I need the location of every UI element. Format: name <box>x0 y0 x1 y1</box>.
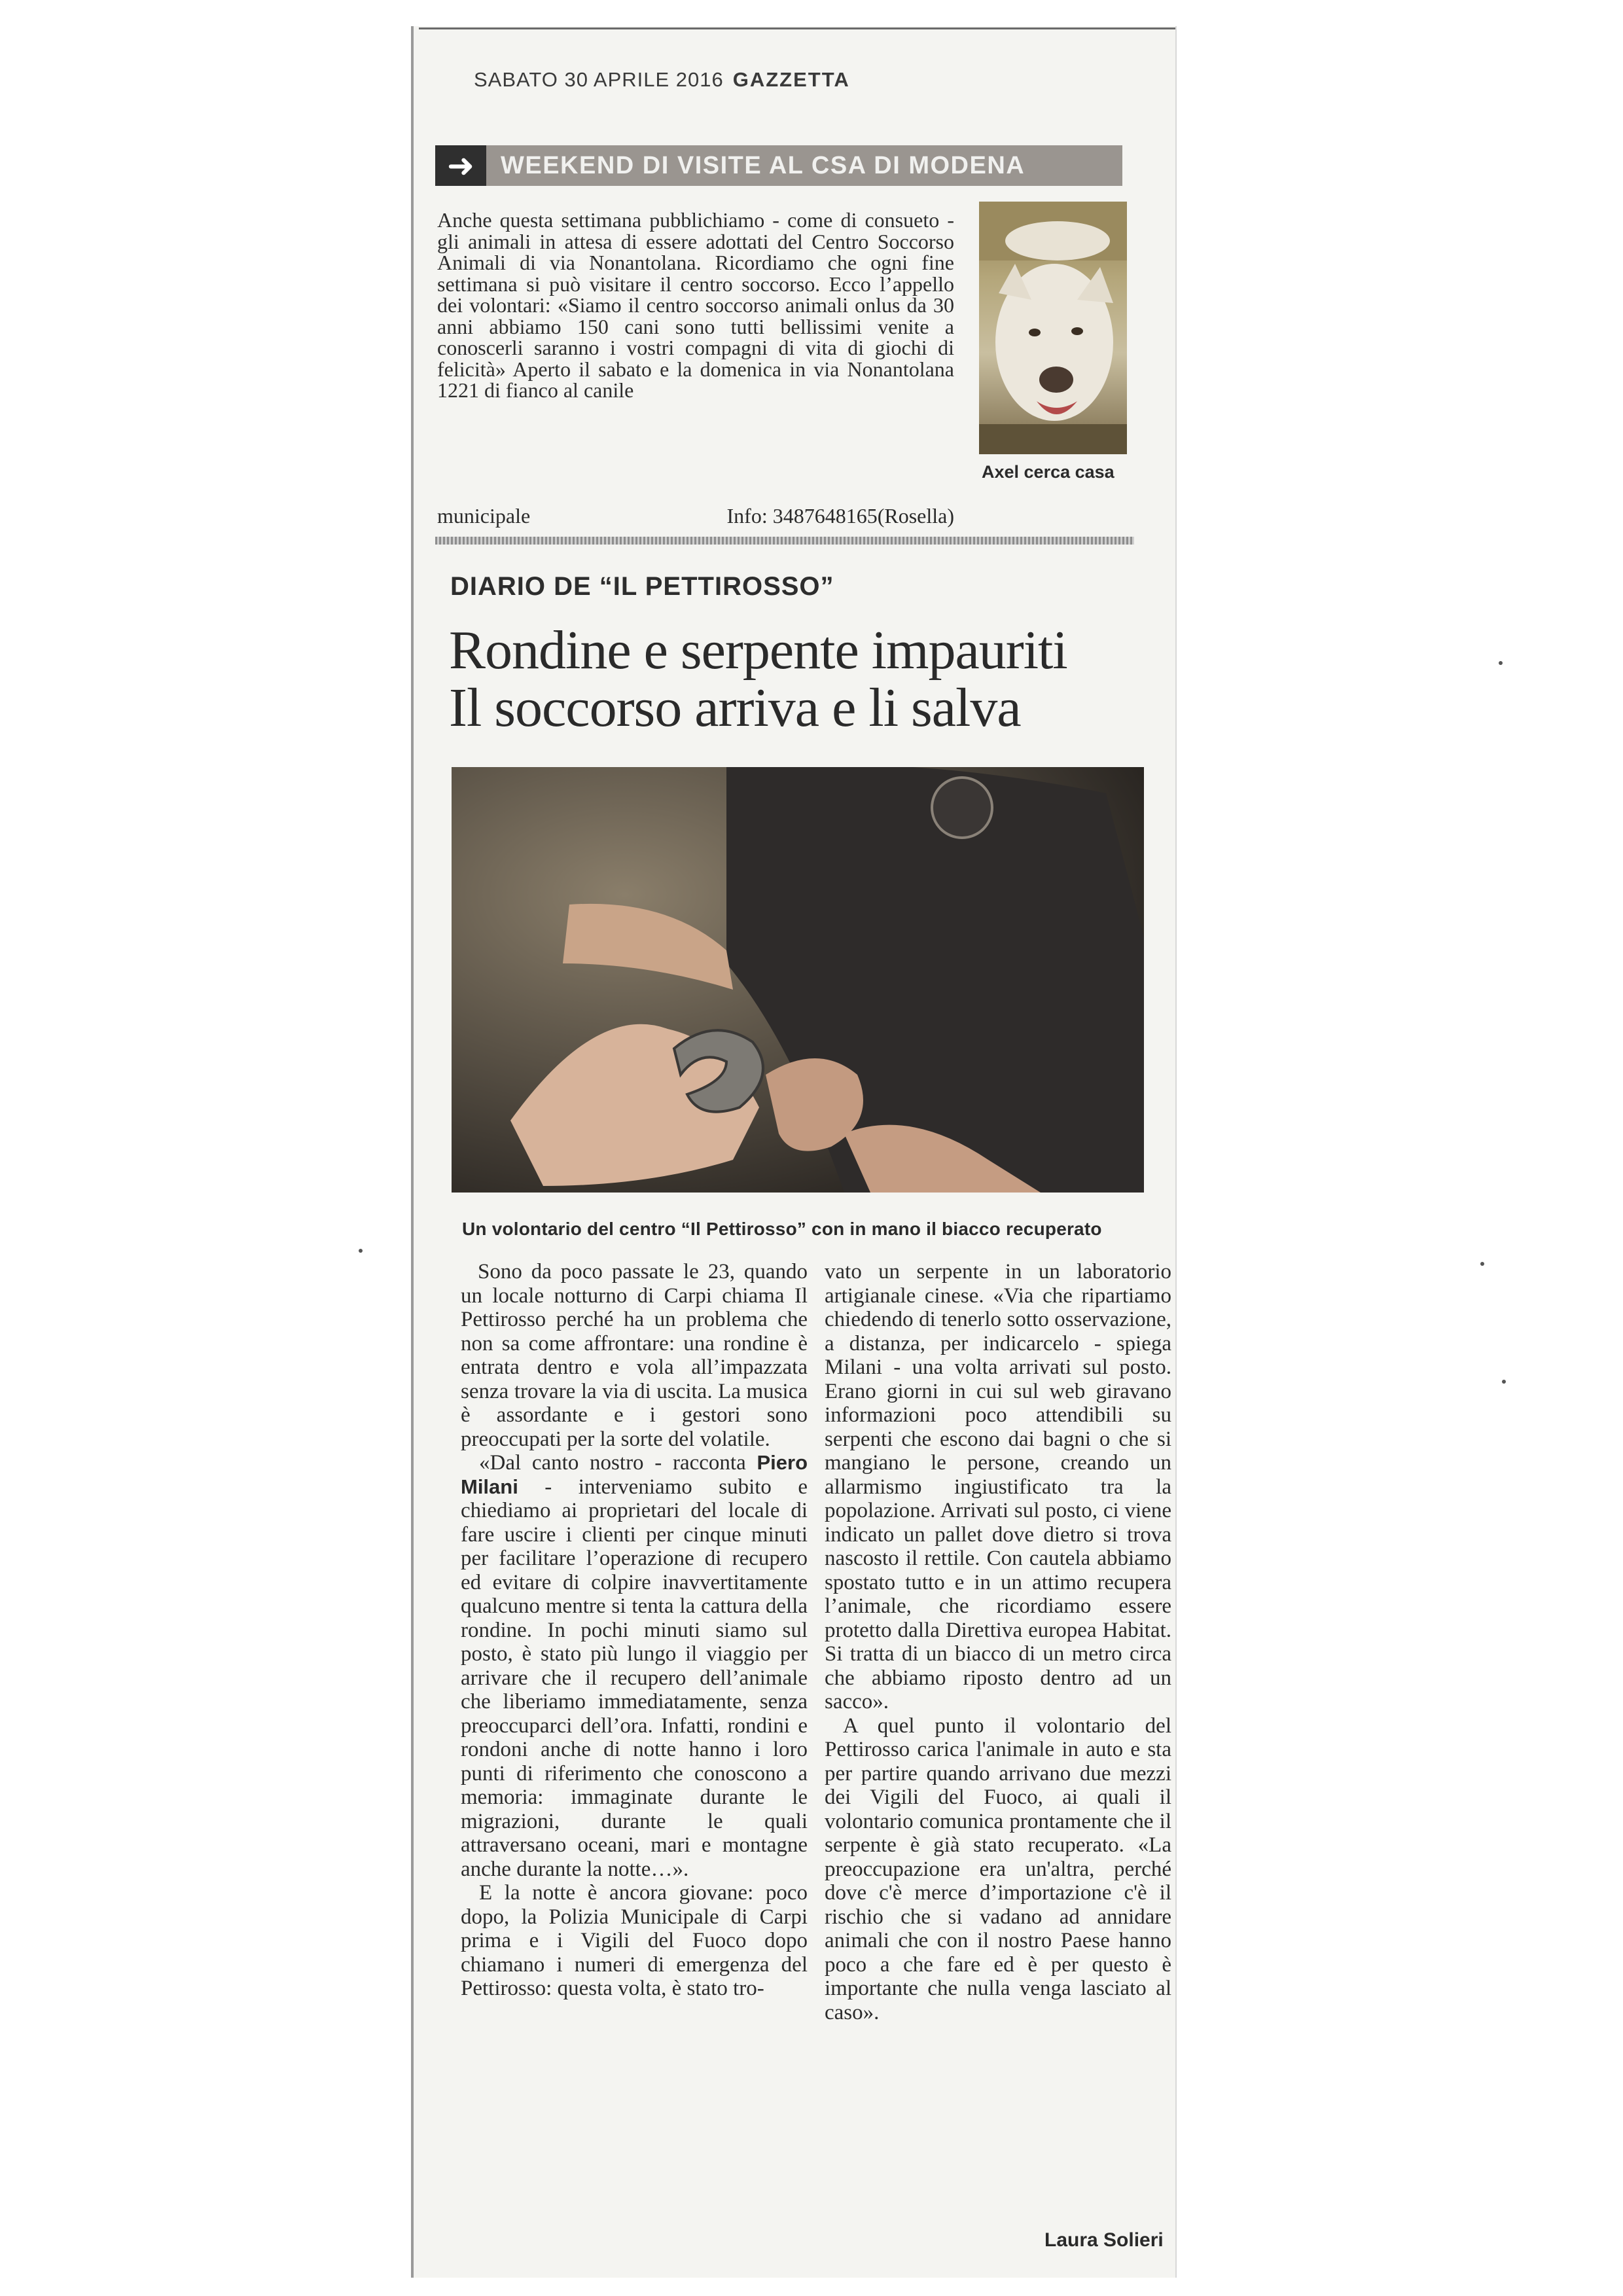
adoption-info: Info: 3487648165(Rosella) <box>726 504 954 528</box>
article-headline <box>449 622 1143 737</box>
article-paragraph <box>461 1451 808 1881</box>
article-paragraph: vato un serpente in un laboratorio artigianale cinese. «Via che ripartiamo chiedendo di tenerlo sotto osservazione, a distanza, per indicarcelo - spiega Milani - una volta arrivati sul posto. Erano giorni in cui sul web giravano informazioni poco attendibili su serpenti che escono dai bagni o che si mangiano le persone, creando un allarmismo ingiustificato tra la popolazione. Arrivati sul posto, ci viene indicato un pallet dove dietro si trova nascosto il rettile. Con cautela abbiamo spostato tutto e in un attimo recupera l’animale, che ricordiamo essere protetto dalla Direttiva europea Habitat. Si tratta di un biacco di un metro circa che abbiamo riposto dentro ad un sacco». <box>825 1260 1171 1713</box>
article-kicker: DIARIO DE “IL PETTIROSSO” <box>450 572 834 601</box>
article-column-2 <box>825 1260 1171 2024</box>
scan-edge <box>411 26 414 2278</box>
adoption-text: Anche questa settimana pubblichiamo - come di consueto - gli animali in attesa di essere adottati del Centro Soccorso Animali di via Nonantolana. Ricordiamo che ogni fine settimana si può visitare il centro soccorso. Ecco l’appello dei volontari: «Siamo il centro soccorso animali onlus da 30 anni abbiamo 150 cani sono tutti bellissimi venite a conoscerli saranno i vostri compagni di vita di giochi di felicità» Aperto il sabato e la domenica in via Nonantolana 1221 di fianco al canile <box>437 208 954 402</box>
newspaper-header <box>474 68 850 92</box>
scan-edge <box>419 27 1177 29</box>
article-column-1 <box>461 1260 808 2001</box>
dog-caption: Axel cerca casa <box>982 462 1115 482</box>
right-arrow-icon: ➜ <box>435 145 486 186</box>
weekend-banner <box>435 145 1122 186</box>
quote-body: - interveniamo subito e chiediamo ai proprietari del locale di fare uscire i clienti per cinque minuti per facilitare l’operazione di recupero ed evitare di colpire inavvertitamente qualcuno mentre si tenta la cattura della rondine. In pochi minuti siamo sul posto, è stato più lungo il viaggio per arrivare che il recupero dell’animale che liberiamo immediatamente, senza preoccuparci dell’ora. Infatti, rondini e rondoni anche di notte hanno i loro punti di riferimento che conoscono a memoria: immaginate durante le migrazioni, durante le quali attraversano oceani, mari e montagne anche durante la notte…». <box>461 1475 808 1881</box>
scan-speck <box>1502 1380 1506 1384</box>
quote-intro: «Dal canto nostro - racconta <box>479 1451 746 1475</box>
header-date: SABATO 30 APRILE 2016 <box>474 68 724 91</box>
dog-photo <box>979 202 1127 454</box>
article-author: Laura Solieri <box>1044 2229 1164 2251</box>
headline-line-2: Il soccorso arriva e li salva <box>449 677 1021 738</box>
adoption-last-line: municipale <box>437 504 531 528</box>
article-photo-caption: Un volontario del centro “Il Pettirosso” con in mano il biacco recuperato <box>462 1219 1102 1239</box>
weekend-title: WEEKEND DI VISITE AL CSA DI MODENA <box>501 151 1026 179</box>
scan-edge <box>1175 26 1177 2278</box>
section-divider <box>435 537 1134 545</box>
header-paper: GAZZETTA <box>732 68 850 91</box>
scan-speck <box>1480 1262 1484 1266</box>
dog-illustration <box>979 202 1127 454</box>
scan-speck <box>359 1249 363 1253</box>
headline-line-1: Rondine e serpente impauriti <box>449 620 1067 681</box>
volunteer-snake-illustration <box>452 767 1144 1193</box>
article-paragraph: E la notte è ancora giovane: poco dopo, la Polizia Municipale di Carpi prima e i Vigili del Fuoco dopo chiamano i numeri di emergenza del Pettirosso: questa volta, è stato tro- <box>461 1881 808 2000</box>
scan-speck <box>1499 661 1503 665</box>
article-paragraph: A quel punto il volontario del Pettirosso carica l'animale in auto e sta per partire quando arrivano due mezzi dei Vigili del Fuoco, ai quali il volontario comunica prontamente che il serpente è già stato recuperato. «La preoccupazione era un'altra, perché dove c'è merce d’importazione c'è il rischio che si vadano ad annidare animali che con il nostro Paese hanno poco a che fare ed è per questo è importante che nulla venga lasciato al caso». <box>825 1713 1171 2024</box>
quoted-person-name: Piero Milani <box>461 1451 808 1498</box>
article-paragraph: Sono da poco passate le 23, quando un locale notturno di Carpi chiama Il Pettirosso perché ha un problema che non sa come affrontare: una rondine è entrata dentro e vola all’impazzata senza trovare la via di uscita. La musica è assordante e i gestori sono preoccupati per la sorte del volatile. <box>461 1260 808 1451</box>
article-photo <box>452 767 1144 1193</box>
adoption-info-line <box>437 504 954 528</box>
